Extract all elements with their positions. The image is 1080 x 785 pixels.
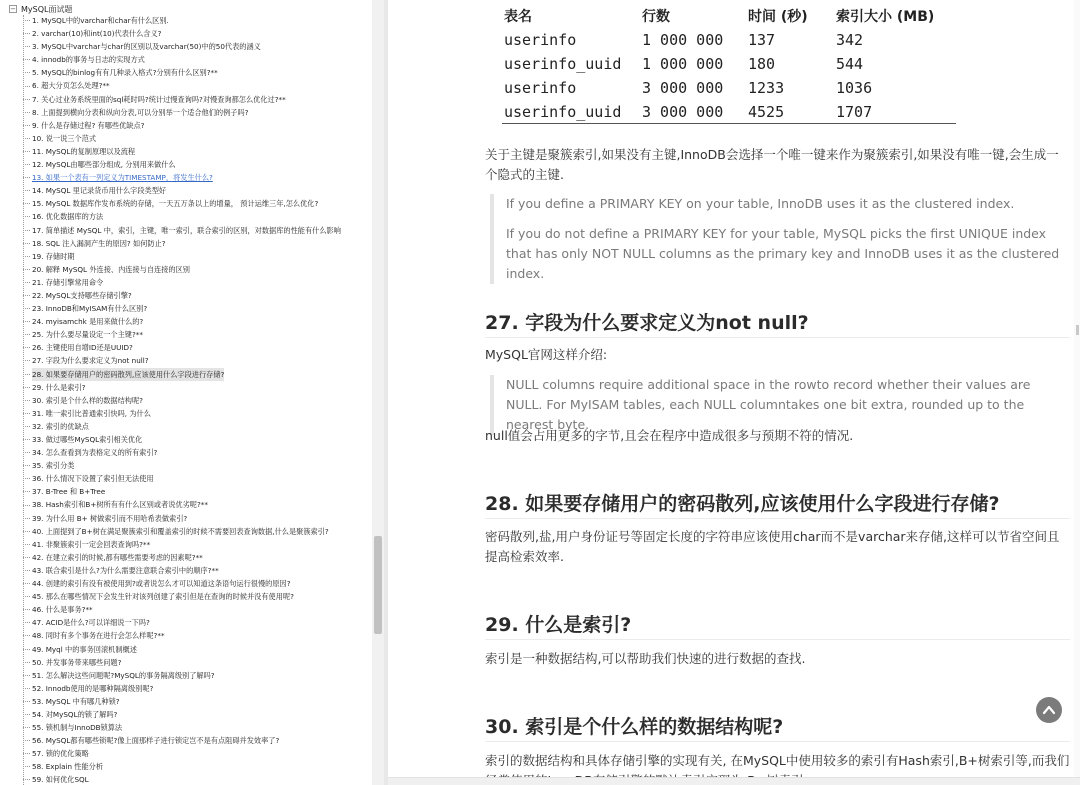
toc-item-label: 15. MySQL 数据库作发布系统的存储，一天五万条以上的增量， 预计运维三年,怎么优化? (32, 199, 319, 209)
toc-item[interactable] (23, 747, 373, 760)
toc-item[interactable] (23, 158, 373, 171)
toc-item-label: 5. MySQL的binlog有有几种录入格式?分别有什么区别?** (32, 68, 218, 78)
toc-item-label: 7. 关心过业务系统里面的sql耗时吗?统计过慢查询吗?对慢查询都怎么优化过?** (32, 94, 286, 104)
table-cell: 1233 (748, 79, 785, 97)
tree-connector (23, 151, 30, 152)
section-27-title: 27. 字段为什么要求定义为not null? (485, 312, 809, 334)
toc-item-label: 9. 什么是存储过程? 有哪些优缺点? (32, 120, 145, 130)
toc-item[interactable] (23, 27, 373, 40)
toc-item[interactable] (23, 14, 373, 27)
table-header-row (504, 4, 956, 28)
toc-item-label: 11. MySQL的复制原理以及流程 (32, 146, 136, 156)
toc-item[interactable] (23, 197, 373, 210)
toc-item[interactable] (23, 669, 373, 682)
toc-item-label: 10. 说一说三个范式 (32, 133, 97, 143)
toc-item-label: 40. 上面提到了B+树在满足聚簇索引和覆盖索引的时候不需要回表查询数据,什么是聚簇索引? (32, 526, 329, 536)
toc-item-label: 46. 什么是事务?** (32, 605, 93, 615)
uuid-benchmark-table (504, 4, 956, 124)
content-scrollbar[interactable] (1074, 0, 1080, 785)
toc-item-label: 37. B-Tree 和 B+Tree (32, 487, 106, 497)
toc-item[interactable] (23, 446, 373, 459)
toc-item-label: 38. Hash索引和B+树所有有什么区别或者说优劣呢?** (32, 500, 208, 510)
toc-item-label: 56. MySQL都有哪些锁呢?像上面那样子进行锁定岂不是有点阻碍并发效率了? (32, 736, 280, 746)
table-cell: 544 (836, 55, 864, 73)
tree-connector (23, 688, 30, 689)
toc-item[interactable] (23, 656, 373, 669)
toc-item[interactable] (23, 564, 373, 577)
tree-connector (23, 583, 30, 584)
table-row (504, 52, 956, 76)
content-scroll-thumb[interactable] (1076, 325, 1079, 335)
toc-item-label: 16. 优化数据库的方法 (32, 212, 104, 222)
tree-connector (23, 675, 30, 676)
table-cell: 1707 (836, 103, 873, 121)
collapse-icon[interactable]: − (10, 5, 16, 13)
section-27-intro: MySQL官网这样介绍: (485, 347, 608, 362)
toc-item-label: 50. 并发事务带来哪些问题? (32, 657, 122, 667)
table-cell: 1036 (836, 79, 873, 97)
table-cell: 3 000 000 (642, 103, 724, 121)
table-cell: userinfo_uuid (504, 103, 622, 121)
sidebar-scrollbar[interactable] (372, 0, 384, 785)
toc-item-label: 35. 索引分类 (32, 461, 75, 471)
toc-item[interactable] (23, 263, 373, 276)
tree-connector (23, 164, 30, 165)
toc-item[interactable] (23, 551, 373, 564)
table-header: 行数 (642, 9, 670, 25)
toc-item[interactable] (23, 616, 373, 629)
tree-connector (23, 400, 30, 401)
toc-item-label: 59. 如何优化SQL (32, 775, 89, 785)
tree-connector (23, 360, 30, 361)
toc-item-label: 31. 唯一索引比普通索引快吗, 为什么 (32, 408, 151, 418)
toc-item[interactable] (23, 250, 373, 263)
toc-root-label: MySQL面试题 (21, 4, 73, 14)
tree-connector (23, 478, 30, 479)
toc-item[interactable] (23, 381, 373, 394)
toc-item-label: 36. 什么情况下设置了索引但无法使用 (32, 474, 154, 484)
tree-connector (23, 452, 30, 453)
toc-item-label: 47. ACID是什么?可以详细说一下吗? (32, 618, 150, 628)
toc-item-label: 13. 如果一个表有一列定义为TIMESTAMP，将发生什么? (32, 173, 213, 183)
toc-item-label: 30. 索引是个什么样的数据结构呢? (32, 395, 143, 405)
toc-item[interactable] (23, 695, 373, 708)
tree-connector (23, 439, 30, 440)
toc-item[interactable] (23, 53, 373, 66)
chevron-up-icon (1042, 703, 1056, 717)
table-cell: 1 000 000 (642, 55, 724, 73)
toc-item[interactable] (23, 538, 373, 551)
tree-connector (23, 269, 30, 270)
table-row (504, 100, 956, 124)
tree-connector (23, 505, 30, 506)
toc-item[interactable] (23, 407, 373, 420)
divider (485, 518, 1070, 519)
toc-item-label: 55. 锁机制与InnoDB锁算法 (32, 723, 123, 733)
toc-item[interactable] (23, 106, 373, 119)
table-header: 索引大小 (MB) (836, 9, 935, 25)
table-cell: userinfo (504, 79, 577, 97)
tree-connector (23, 557, 30, 558)
tree-connector (23, 33, 30, 34)
tree-connector (23, 465, 30, 466)
toc-item-label: 57. 锁的优化策略 (32, 749, 89, 759)
toc-item[interactable] (23, 433, 373, 446)
toc-item-label: 23. InnoDB和MyISAM有什么区别? (32, 304, 148, 314)
toc-item-label: 53. MySQL 中有哪几种锁? (32, 696, 120, 706)
tree-connector (23, 635, 30, 636)
toc-item[interactable] (23, 328, 373, 341)
toc-item-label: 12. MySQL由哪些部分组成, 分别用来做什么 (32, 160, 176, 170)
toc-item[interactable] (23, 93, 373, 106)
toc-item[interactable] (23, 734, 373, 747)
toc-item[interactable] (23, 512, 373, 525)
toc-item[interactable] (23, 760, 373, 773)
back-to-top-button[interactable] (1036, 697, 1062, 723)
tree-connector (23, 413, 30, 414)
toc-item-label: 45. 那么在哪些情况下会发生针对该列创建了索引但是在查询的时候并没有使用呢? (32, 592, 294, 602)
toc-item-label: 6. 超大分页怎么处理?** (32, 81, 110, 91)
tree-connector (23, 72, 30, 73)
toc-item-label: 26. 主键使用自增ID还是UUID? (32, 343, 133, 353)
toc-item-label: 14. MySQL 里记录货币用什么字段类型好 (32, 186, 167, 196)
toc-item-label: 51. 怎么解决这些问题呢?MySQL的事务隔离级别了解吗? (32, 670, 215, 680)
tree-connector (23, 426, 30, 427)
toc-item[interactable] (23, 145, 373, 158)
toc-item-label: 2. varchar(10)和int(10)代表什么含义? (32, 29, 162, 39)
toc-item-label: 54. 对MySQL的锁了解吗? (32, 709, 118, 719)
toc-item[interactable] (23, 485, 373, 498)
toc-item[interactable] (23, 498, 373, 511)
toc-item-label: 33. 做过哪些MySQL索引相关优化 (32, 435, 143, 444)
tree-connector (23, 766, 30, 767)
toc-item-label: 32. 索引的优缺点 (32, 421, 89, 431)
tree-connector (23, 46, 30, 47)
section-28-title: 28. 如果要存储用户的密码散列,应该使用什么字段进行存储? (485, 493, 1000, 515)
horizontal-scrollbar[interactable] (388, 777, 1080, 785)
tree-connector (23, 649, 30, 650)
tree-connector (23, 779, 30, 780)
tree-connector (23, 125, 30, 126)
tree-connector (23, 544, 30, 545)
table-cell: 137 (748, 31, 776, 49)
table-row (504, 28, 956, 52)
toc-item-label: 58. Explain 性能分析 (32, 762, 104, 772)
toc-item-label: 4. innodb的事务与日志的实现方式 (32, 55, 145, 65)
tree-connector (23, 112, 30, 113)
tree-connector (23, 334, 30, 335)
toc-item[interactable] (23, 577, 373, 590)
tree-connector (23, 347, 30, 348)
clustered-index-paragraph: 关于主键是聚簇索引,如果没有主键,InnoDB会选择一个唯一键来作为聚簇索引,如果没有唯一键,会生成一个隐式的主键. (485, 147, 1059, 182)
toc-item[interactable] (23, 315, 373, 328)
toc-item[interactable] (23, 341, 373, 354)
tree-connector (23, 374, 30, 375)
toc-item-label: 21. 存储引擎常用命令 (32, 277, 104, 287)
table-header: 时间 (秒) (748, 9, 808, 25)
toc-item-label: 8. 上面提到横向分表和纵向分表,可以分别举一个适合他们的例子吗? (32, 107, 249, 117)
toc-item[interactable] (23, 420, 373, 433)
toc-item[interactable] (23, 603, 373, 616)
toc-item-label: 19. 存储时期 (32, 251, 75, 261)
section-30-title: 30. 索引是个什么样的数据结构呢? (485, 716, 784, 738)
tree-connector (23, 596, 30, 597)
toc-item[interactable] (23, 119, 373, 132)
toc-item-label: 27. 字段为什么要求定义为not null? (32, 356, 149, 366)
section-29-body: 索引是一种数据结构,可以帮助我们快速的进行数据的查找. (485, 651, 806, 666)
toc-item[interactable] (23, 237, 373, 250)
toc-item[interactable] (23, 459, 373, 472)
table-cell: userinfo (504, 31, 577, 49)
toc-item-label: 43. 联合索引是什么?为什么需要注意联合索引中的顺序?** (32, 565, 219, 575)
toc-item[interactable] (23, 368, 373, 381)
toc-item[interactable] (23, 472, 373, 485)
section-28-body: 密码散列,盐,用户身份证号等固定长度的字符串应该使用char而不是varchar来存储,这样可以节省空间且提高检索效率. (485, 529, 1060, 564)
section-30-body: 索引的数据结构和具体存储引擎的实现有关, 在MySQL中使用较多的索引有Hash索引,B+树索引等,而我们 (485, 753, 1070, 768)
toc-item-label: 49. Myql 中的事务回滚机制概述 (32, 644, 137, 654)
toc-item[interactable] (23, 184, 373, 197)
article-content (388, 0, 1080, 785)
toc-item[interactable] (23, 682, 373, 695)
tree-connector (23, 138, 30, 139)
toc-item[interactable] (23, 525, 373, 538)
toc-item[interactable] (23, 289, 373, 302)
toc-item[interactable] (23, 643, 373, 656)
quote-text: NULL columns require additional space in the rowto record whether their values are NULL. For MyISAM tables, each NULL columntakes one bit extra, rounded up to the nearest byte. (506, 377, 1031, 432)
tree-connector (23, 308, 30, 309)
tree-connector (23, 491, 30, 492)
tree-connector (23, 570, 30, 571)
section-27-body: null值会占用更多的字节,且会在程序中造成很多与预期不符的情况. (485, 428, 854, 443)
toc-list (23, 14, 373, 785)
table-cell: 4525 (748, 103, 785, 121)
toc-item-label: 28. 如果要存储用户的密码散列,应该使用什么字段进行存储? (32, 368, 224, 381)
tree-connector (23, 518, 30, 519)
toc-item-label: 29. 什么是索引? (32, 382, 86, 392)
tree-connector (23, 230, 30, 231)
table-header: 表名 (504, 9, 532, 25)
sidebar-scroll-thumb[interactable] (374, 536, 382, 634)
tree-connector (23, 256, 30, 257)
toc-item-label: 42. 在建立索引的时候,都有哪些需要考虑的因素呢?** (32, 552, 203, 562)
divider (485, 337, 1070, 338)
toc-item[interactable] (23, 708, 373, 721)
table-cell: 3 000 000 (642, 79, 724, 97)
toc-item[interactable] (23, 40, 373, 53)
tree-connector (23, 753, 30, 754)
toc-item[interactable] (23, 721, 373, 734)
section-29-title: 29. 什么是索引? (485, 614, 632, 636)
tree-connector (23, 216, 30, 217)
toc-item[interactable] (23, 629, 373, 642)
toc-item[interactable] (23, 354, 373, 367)
toc-item-label: 22. MySQL支持哪些存储引擎? (32, 290, 132, 300)
tree-connector (23, 387, 30, 388)
toc-item-label: 18. SQL 注入漏洞产生的原因? 如何防止? (32, 238, 166, 248)
divider (485, 639, 1070, 640)
toc-item-label: 17. 简单描述 MySQL 中，索引，主键，唯一索引，联合索引的区别，对数据库的性能有什么影响 (32, 225, 341, 235)
tree-connector (23, 740, 30, 741)
toc-item-label: 1. MySQL中的varchar和char有什么区别. (32, 16, 169, 25)
tree-connector (23, 177, 30, 178)
toc-item[interactable] (23, 302, 373, 315)
toc-item-label: 3. MySQL中varchar与char的区别以及varchar(50)中的50代表的涵义 (32, 42, 261, 52)
quote-text: If you define a PRIMARY KEY on your table, InnoDB uses it as the clustered index. (506, 196, 1015, 211)
toc-item-label: 24. myisamchk 是用来做什么的? (32, 317, 144, 327)
quote-text: If you do not define a PRIMARY KEY for your table, MySQL picks the first UNIQUE index that has only NOT NULL columns as the primary key and InnoDB uses it as the clustered index. (506, 226, 1060, 281)
toc-item[interactable] (23, 66, 373, 79)
tree-connector (23, 59, 30, 60)
toc-item[interactable] (23, 224, 373, 237)
toc-item-label: 20. 解释 MySQL 外连接、内连接与自连接的区别 (32, 264, 190, 274)
toc-item[interactable] (23, 79, 373, 92)
toc-sidebar (0, 0, 384, 785)
toc-item-label: 41. 非聚簇索引一定会回表查询吗?** (32, 539, 151, 549)
toc-item[interactable] (23, 276, 373, 289)
blockquote-clustered-index (490, 194, 1070, 284)
tree-connector (23, 727, 30, 728)
toc-item-label: 39. 为什么用 B+ 树做索引而不用哈希表做索引? (32, 513, 188, 523)
divider (485, 741, 1070, 742)
tree-connector (23, 295, 30, 296)
toc-item[interactable] (23, 210, 373, 223)
toc-item-label: 48. 同时有多个事务在进行会怎么样呢?** (32, 631, 165, 641)
tree-connector (23, 701, 30, 702)
toc-item[interactable] (23, 171, 373, 184)
toc-item[interactable] (23, 132, 373, 145)
toc-item-label: 34. 怎么查看到为表格定义的所有索引? (32, 448, 158, 458)
tree-connector (23, 99, 30, 100)
table-cell: 1 000 000 (642, 31, 724, 49)
tree-connector (23, 190, 30, 191)
table-cell: 342 (836, 31, 864, 49)
tree-connector (23, 243, 30, 244)
tree-connector (23, 203, 30, 204)
tree-connector (23, 282, 30, 283)
tree-connector (23, 531, 30, 532)
tree-connector (23, 609, 30, 610)
toc-item[interactable] (23, 394, 373, 407)
table-row (504, 76, 956, 100)
tree-connector (23, 662, 30, 663)
tree-connector (23, 622, 30, 623)
table-bottom-rule (502, 123, 956, 124)
tree-connector (23, 86, 30, 87)
tree-connector (23, 321, 30, 322)
table-cell: 180 (748, 55, 776, 73)
tree-connector (23, 714, 30, 715)
toc-item-label: 44. 创建的索引有没有被使用到?或者说怎么才可以知道这条语句运行很慢的原因? (32, 579, 291, 589)
toc-item-label: 52. Innodb使用的是哪种隔离级别呢? (32, 683, 154, 693)
toc-item[interactable] (23, 773, 373, 785)
table-cell: userinfo_uuid (504, 55, 622, 73)
toc-item[interactable] (23, 590, 373, 603)
toc-item-label: 25. 为什么要尽量设定一个主键?** (32, 330, 143, 340)
tree-connector (23, 20, 30, 21)
